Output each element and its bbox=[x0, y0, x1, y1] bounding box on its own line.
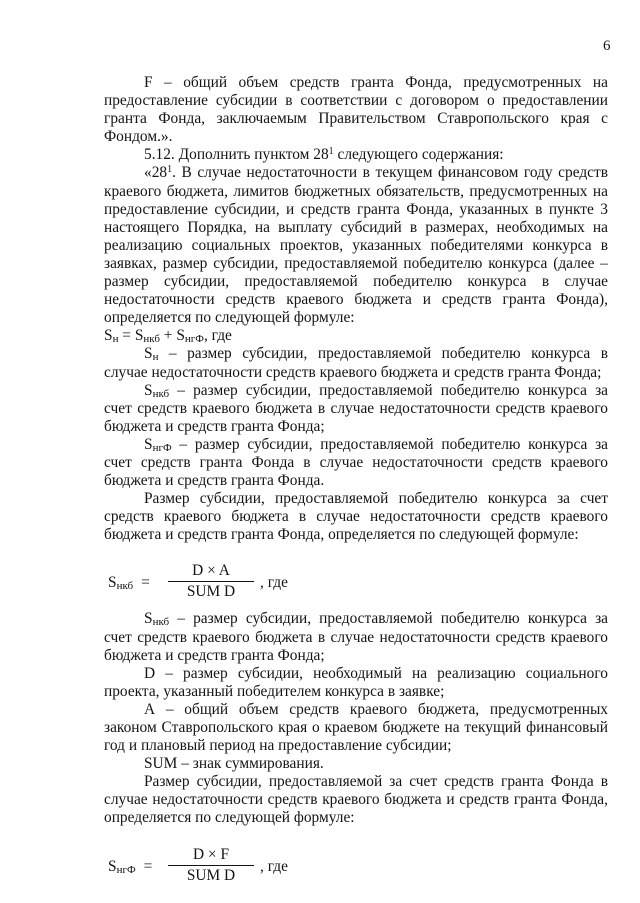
superscript: 1 bbox=[328, 146, 334, 158]
definition-text: – знак суммирования. bbox=[177, 755, 324, 773]
definition-snkb-2 bbox=[104, 610, 608, 664]
formula-symbol: S bbox=[108, 857, 117, 875]
fraction-denominator: SUM D bbox=[186, 866, 236, 884]
page-number: 6 bbox=[603, 38, 611, 54]
formula-part: + S bbox=[159, 327, 185, 345]
formula-sngf bbox=[108, 845, 608, 884]
formula-subscript: нкб bbox=[116, 580, 134, 593]
definition-text: – размер субсидии, предоставляемой победителю конкурса за счет средств гранта Фонда в случае недостаточности средств краевого бюджета и средств гранта Фонда. bbox=[104, 435, 608, 490]
definition-subscript: нгФ bbox=[152, 441, 172, 454]
paragraph-kb-formula-intro: Размер субсидии, предоставляемой победителю конкурса за счет средств краевого бюджета в случае недостаточности средств краевого бюджета и средств гранта Фонда, определяется по следующей формуле: bbox=[104, 490, 608, 544]
definition-a bbox=[104, 701, 608, 755]
formula-lhs bbox=[108, 574, 150, 592]
definition-text: – общий объем средств краевого бюджета, предусмотренных законом Ставропольского края о краевом бюджете на текущий финансовый год и плановый период на предоставление субсидии; bbox=[104, 700, 608, 755]
definition-subscript: н bbox=[152, 351, 159, 364]
formula-part: = S bbox=[118, 327, 144, 345]
definition-d bbox=[104, 665, 608, 701]
definition-symbol: S bbox=[144, 345, 153, 363]
amendment-text: 5.12. Дополнить пунктом 28 bbox=[144, 146, 329, 164]
definition-sngf bbox=[104, 436, 608, 490]
formula-equals: = bbox=[141, 574, 150, 592]
definition-symbol: А bbox=[144, 700, 156, 718]
definition-text: – размер субсидии, необходимый на реализацию социального проекта, указанный победителем конкурса в заявке; bbox=[104, 664, 608, 700]
document-body bbox=[104, 74, 608, 894]
fraction-bar bbox=[168, 581, 254, 582]
formula-snkb bbox=[108, 562, 608, 601]
definition-sum bbox=[104, 755, 608, 773]
definition-text: – размер субсидии, предоставляемой победителю конкурса в случае недостаточности средств краевого бюджета и средств гранта Фонда; bbox=[104, 345, 608, 381]
formula-fraction bbox=[168, 846, 254, 884]
definition-subscript: нкб bbox=[152, 387, 170, 400]
formula-equals: = bbox=[143, 857, 153, 875]
formula-fraction bbox=[168, 562, 254, 600]
formula-symbol: S bbox=[108, 574, 117, 592]
formula-suffix: , где bbox=[260, 857, 288, 875]
definition-symbol: SUM bbox=[144, 755, 178, 773]
formula-subscript: н bbox=[112, 333, 119, 346]
formula-subscript: нгФ bbox=[184, 333, 204, 346]
definition-text: – размер субсидии, предоставляемой победителю конкурса за счет средств краевого бюджета в случае недостаточности средств краевого бюджета и средств гранта Фонда; bbox=[104, 610, 608, 664]
paragraph-f-definition: F – общий объем средств гранта Фонда, предусмотренных на предоставление субсидии в соответствии с договором о предоставлении гранта Фонда, заключаемым Правительством Ставропольского края с Фондом.». bbox=[104, 74, 608, 146]
item-text: . В случае недостаточности в текущем финансовом году средств краевого бюджета, лимитов бюджетных обязательств, предусмотренных на предоставление субсидии, и средств гранта Фонда, указанных в пункте 3 настоящего Порядка, на выплату субсидий в размерах, необходимых на реализацию социальных проектов, указанных победителями конкурса в заявках, размер субсидии, предоставляемой победителю конкурса (далее – размер субсидии, предоставляемой победителю конкурса в случае недостаточности средств краевого бюджета и средств гранта Фонда), определяется по следующей формуле: bbox=[104, 164, 608, 327]
item-number: «28 bbox=[144, 164, 168, 182]
paragraph-gf-formula-intro: Размер субсидии, предоставляемой за счет средств гранта Фонда в случае недостаточности средств краевого бюджета и средств гранта Фонда, определяется по следующей формуле: bbox=[104, 773, 608, 827]
fraction-numerator: D × A bbox=[192, 562, 230, 580]
fraction-numerator: D × F bbox=[192, 845, 230, 863]
definition-sn bbox=[104, 345, 608, 381]
definition-symbol: S bbox=[144, 381, 153, 399]
fraction-bar bbox=[168, 865, 254, 866]
formula-subscript: нгФ bbox=[116, 863, 136, 876]
definition-symbol: S bbox=[144, 435, 153, 453]
formula-suffix: , где bbox=[260, 574, 288, 592]
paragraph-item-28-1 bbox=[104, 164, 608, 327]
superscript: 1 bbox=[167, 164, 173, 176]
definition-subscript: нкб bbox=[152, 616, 170, 629]
definition-snkb bbox=[104, 382, 608, 436]
definition-text: – размер субсидии, предоставляемой победителю конкурса за счет средств краевого бюджета в случае недостаточности средств краевого бюджета и средств гранта Фонда; bbox=[104, 381, 608, 435]
formula-lhs bbox=[108, 858, 152, 876]
paragraph-5-12 bbox=[104, 146, 608, 164]
formula-total bbox=[104, 327, 608, 345]
definition-symbol: S bbox=[144, 610, 153, 628]
formula-subscript: нкб bbox=[143, 333, 160, 346]
fraction-denominator: SUM D bbox=[186, 583, 236, 601]
formula-symbol: S bbox=[104, 327, 113, 345]
definition-symbol: D bbox=[144, 664, 156, 682]
formula-suffix: , где bbox=[203, 327, 232, 345]
amendment-text-tail: следующего содержания: bbox=[337, 146, 504, 164]
